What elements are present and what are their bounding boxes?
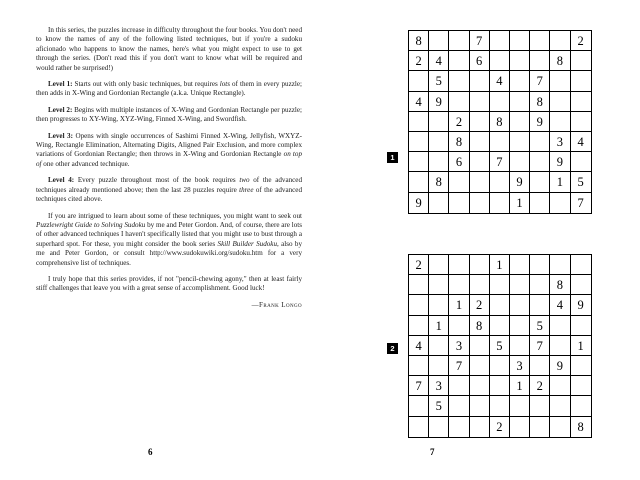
sudoku-cell[interactable] [510, 51, 530, 71]
sudoku-cell[interactable] [429, 152, 449, 172]
paragraph-level-4: Level 4: Every puzzle throughout most of the book requires two of the advanced techniques already mentioned above; then the last 28 puzzles require three of the advanced techniques cited above. [36, 176, 302, 204]
sudoku-cell[interactable]: 4 [490, 71, 510, 91]
sudoku-cell[interactable] [490, 295, 510, 315]
sudoku-cell[interactable] [449, 417, 469, 437]
sudoku-cell[interactable] [470, 71, 490, 91]
sudoku-cell[interactable]: 1 [449, 295, 469, 315]
sudoku-cell[interactable] [571, 255, 591, 275]
sudoku-cell[interactable] [409, 112, 429, 132]
sudoku-cell[interactable]: 8 [429, 172, 449, 192]
sudoku-cell[interactable]: 8 [530, 92, 550, 112]
sudoku-cell[interactable] [571, 376, 591, 396]
sudoku-cell[interactable] [510, 396, 530, 416]
author-signature: —Frank Longo [251, 300, 302, 309]
sudoku-cell[interactable] [470, 193, 490, 213]
sudoku-cell[interactable]: 8 [550, 275, 570, 295]
sudoku-cell[interactable]: 2 [409, 51, 429, 71]
sudoku-cell[interactable]: 1 [571, 336, 591, 356]
sudoku-cell[interactable]: 7 [530, 71, 550, 91]
sudoku-cell[interactable] [449, 71, 469, 91]
sudoku-cell[interactable] [429, 275, 449, 295]
sudoku-cell[interactable]: 3 [550, 132, 570, 152]
sudoku-cell[interactable] [490, 376, 510, 396]
sudoku-cell[interactable] [449, 31, 469, 51]
sudoku-cell[interactable] [550, 376, 570, 396]
sudoku-cell[interactable]: 6 [470, 51, 490, 71]
sudoku-cell[interactable] [449, 396, 469, 416]
sudoku-cell[interactable] [470, 92, 490, 112]
sudoku-cell[interactable] [530, 172, 550, 192]
sudoku-cell[interactable] [490, 31, 510, 51]
puzzle-number-2: 2 [387, 343, 398, 354]
sudoku-cell[interactable] [429, 417, 449, 437]
sudoku-cell[interactable] [429, 31, 449, 51]
sudoku-cell[interactable] [510, 336, 530, 356]
sudoku-cell[interactable]: 3 [429, 376, 449, 396]
sudoku-cell[interactable] [490, 356, 510, 376]
paragraph-level-3: Level 3: Opens with single occurrences of Sashimi Finned X-Wing, Jellyfish, WXYZ-Wing, Rectangle Elimination, Alternating Digits, Aligned Pair Exclusion, and more complex variations of Gordonian Rectangle; then throws in X-Wing and Gordonian Rectangle on top of one other advanced technique. [36, 131, 302, 168]
sudoku-cell[interactable] [550, 417, 570, 437]
sudoku-cell[interactable] [571, 396, 591, 416]
sudoku-cell[interactable] [510, 31, 530, 51]
sudoku-cell[interactable] [571, 112, 591, 132]
sudoku-cell[interactable] [571, 92, 591, 112]
sudoku-cell[interactable] [429, 336, 449, 356]
sudoku-cell[interactable] [510, 152, 530, 172]
paragraph-resources: If you are intrigued to learn about some of these techniques, you might want to seek out Puzzlewright Guide to Solving Sudoku by me and Peter Gordon. And, of course, there are lots of other advanced techniques I haven't specifically listed that you might use to bust through a superhard spot. For these, you might consider the book series Skill Builder Sudoku, also by me and Peter Gordon, or consult http://www.sudokuwiki.org/sudoku.htm for a very comprehensive list of techniques. [36, 211, 302, 267]
sudoku-cell[interactable] [449, 193, 469, 213]
sudoku-cell[interactable]: 1 [510, 376, 530, 396]
sudoku-cell[interactable] [550, 316, 570, 336]
sudoku-cell[interactable]: 9 [571, 295, 591, 315]
sudoku-cell[interactable] [530, 356, 550, 376]
sudoku-cell[interactable]: 5 [429, 71, 449, 91]
sudoku-cell[interactable]: 9 [429, 92, 449, 112]
sudoku-cell[interactable] [449, 255, 469, 275]
sudoku-cell[interactable]: 1 [429, 316, 449, 336]
sudoku-cell[interactable]: 8 [571, 417, 591, 437]
sudoku-cell[interactable] [550, 71, 570, 91]
sudoku-cell[interactable] [449, 172, 469, 192]
sudoku-cell[interactable] [409, 356, 429, 376]
sudoku-cell[interactable] [550, 112, 570, 132]
sudoku-cell[interactable] [470, 336, 490, 356]
sudoku-cell[interactable] [530, 396, 550, 416]
sudoku-cell[interactable] [490, 172, 510, 192]
sudoku-grid-2[interactable] [408, 254, 592, 438]
sudoku-cell[interactable] [449, 92, 469, 112]
sudoku-cell[interactable]: 4 [429, 51, 449, 71]
sudoku-cell[interactable]: 6 [449, 152, 469, 172]
sudoku-cell[interactable] [550, 31, 570, 51]
sudoku-cell[interactable]: 7 [490, 152, 510, 172]
sudoku-cell[interactable]: 5 [571, 172, 591, 192]
sudoku-cell[interactable] [510, 275, 530, 295]
sudoku-cell[interactable]: 7 [449, 356, 469, 376]
sudoku-cell[interactable] [530, 51, 550, 71]
sudoku-cell[interactable] [470, 172, 490, 192]
sudoku-cell[interactable]: 8 [449, 132, 469, 152]
sudoku-cell[interactable] [470, 376, 490, 396]
sudoku-cell[interactable] [571, 356, 591, 376]
sudoku-cell[interactable] [470, 255, 490, 275]
sudoku-cell[interactable] [409, 295, 429, 315]
sudoku-cell[interactable]: 4 [550, 295, 570, 315]
level-2-label: Level 2: [48, 105, 73, 114]
sudoku-cell[interactable] [571, 152, 591, 172]
sudoku-cell[interactable] [550, 396, 570, 416]
sudoku-cell[interactable]: 1 [510, 193, 530, 213]
paragraph-closing: I truly hope that this series provides, if not "pencil-chewing agony," then at least fairly stiff challenges that leave you with a great sense of accomplishment. Good luck! [36, 274, 302, 293]
page-number-right: 7 [430, 447, 435, 457]
paragraph-level-1: Level 1: Starts out with only basic techniques, but requires lots of them in every puzzle; then adds in X-Wing and Gordonian Rectangle (a.k.a. Unique Rectangle). [36, 80, 302, 98]
sudoku-cell[interactable] [490, 275, 510, 295]
sudoku-cell[interactable] [470, 112, 490, 132]
sudoku-cell[interactable] [510, 92, 530, 112]
sudoku-cell[interactable]: 8 [490, 112, 510, 132]
level-1-label: Level 1: [48, 80, 73, 89]
sudoku-cell[interactable]: 8 [550, 51, 570, 71]
sudoku-cell[interactable] [429, 193, 449, 213]
sudoku-cell[interactable] [490, 132, 510, 152]
sudoku-cell[interactable] [510, 295, 530, 315]
sudoku-cell[interactable] [530, 255, 550, 275]
puzzle-number-1: 1 [387, 152, 398, 163]
sudoku-cell[interactable] [510, 255, 530, 275]
sudoku-cell[interactable] [510, 417, 530, 437]
sudoku-cell[interactable]: 7 [571, 193, 591, 213]
sudoku-cell[interactable]: 7 [470, 31, 490, 51]
sudoku-cell[interactable]: 4 [409, 92, 429, 112]
sudoku-cell[interactable]: 7 [409, 376, 429, 396]
sudoku-cell[interactable] [449, 316, 469, 336]
sudoku-cell[interactable]: 9 [409, 193, 429, 213]
sudoku-cell[interactable]: 8 [470, 316, 490, 336]
sudoku-cell[interactable] [571, 71, 591, 91]
level-3-label: Level 3: [48, 131, 73, 140]
sudoku-cell[interactable] [490, 193, 510, 213]
sudoku-cell[interactable] [571, 275, 591, 295]
sudoku-cell[interactable] [490, 92, 510, 112]
sudoku-cell[interactable] [550, 336, 570, 356]
sudoku-cell[interactable] [530, 31, 550, 51]
sudoku-cell[interactable] [510, 112, 530, 132]
sudoku-cell[interactable] [409, 152, 429, 172]
sudoku-cell[interactable] [429, 255, 449, 275]
sudoku-cell[interactable] [409, 316, 429, 336]
sudoku-cell[interactable]: 7 [530, 336, 550, 356]
sudoku-cell[interactable]: 2 [449, 112, 469, 132]
sudoku-cell[interactable]: 5 [530, 316, 550, 336]
sudoku-cell[interactable] [470, 275, 490, 295]
sudoku-cell[interactable]: 9 [550, 152, 570, 172]
sudoku-cell[interactable] [409, 71, 429, 91]
sudoku-cell[interactable] [409, 396, 429, 416]
sudoku-cell[interactable]: 9 [510, 172, 530, 192]
sudoku-cell[interactable]: 2 [470, 295, 490, 315]
sudoku-cell[interactable] [550, 255, 570, 275]
sudoku-cell[interactable] [409, 417, 429, 437]
sudoku-cell[interactable]: 4 [409, 336, 429, 356]
sudoku-cell[interactable]: 2 [490, 417, 510, 437]
sudoku-cell[interactable] [490, 316, 510, 336]
sudoku-cell[interactable]: 8 [409, 31, 429, 51]
sudoku-cell[interactable]: 5 [429, 396, 449, 416]
sudoku-cell[interactable] [470, 132, 490, 152]
sudoku-cell[interactable] [470, 356, 490, 376]
sudoku-cell[interactable] [409, 132, 429, 152]
sudoku-cell[interactable]: 9 [550, 356, 570, 376]
sudoku-cell[interactable] [470, 417, 490, 437]
sudoku-cell[interactable] [449, 376, 469, 396]
paragraph-level-2: Level 2: Begins with multiple instances of X-Wing and Gordonian Rectangle per puzzle; then progresses to XY-Wing, XYZ-Wing, Finned X-Wing, and Swordfish. [36, 105, 302, 124]
sudoku-cell[interactable]: 5 [490, 336, 510, 356]
sudoku-cell[interactable] [449, 51, 469, 71]
sudoku-cell[interactable] [530, 275, 550, 295]
sudoku-cell[interactable] [470, 396, 490, 416]
sudoku-cell[interactable]: 1 [490, 255, 510, 275]
level-4-label: Level 4: [48, 176, 75, 185]
sudoku-cell[interactable] [429, 112, 449, 132]
sudoku-cell[interactable] [550, 193, 570, 213]
sudoku-cell[interactable] [530, 132, 550, 152]
sudoku-cell[interactable] [429, 356, 449, 376]
sudoku-cell[interactable] [470, 152, 490, 172]
sudoku-cell[interactable] [490, 51, 510, 71]
sudoku-cell[interactable] [530, 193, 550, 213]
sudoku-cell[interactable] [449, 275, 469, 295]
sudoku-cell[interactable] [530, 152, 550, 172]
sudoku-cell[interactable] [571, 51, 591, 71]
sudoku-cell[interactable] [530, 417, 550, 437]
sudoku-cell[interactable] [571, 316, 591, 336]
sudoku-cell[interactable]: 4 [571, 132, 591, 152]
sudoku-cell[interactable]: 2 [571, 31, 591, 51]
left-page-text [36, 26, 302, 317]
sudoku-cell[interactable] [510, 71, 530, 91]
sudoku-cell[interactable] [409, 275, 429, 295]
sudoku-grid-1[interactable] [408, 30, 592, 214]
sudoku-cell[interactable] [510, 132, 530, 152]
sudoku-cell[interactable] [490, 396, 510, 416]
sudoku-cell[interactable]: 3 [510, 356, 530, 376]
paragraph-intro: In this series, the puzzles increase in difficulty throughout the four books. You don't need to know the names of any of the following listed techniques, but if you're a sudoku aficionado who happens to know the names, here's what you might expect to use to get through the series. (Don't read this if you don't want to know what will be required and would rather be surprised!) [36, 26, 302, 72]
sudoku-cell[interactable]: 3 [449, 336, 469, 356]
sudoku-cell[interactable] [409, 172, 429, 192]
sudoku-cell[interactable] [530, 295, 550, 315]
sudoku-cell[interactable]: 1 [550, 172, 570, 192]
page-number-left: 6 [148, 447, 153, 457]
sudoku-cell[interactable] [550, 92, 570, 112]
sudoku-cell[interactable] [429, 132, 449, 152]
sudoku-cell[interactable] [510, 316, 530, 336]
sudoku-cell[interactable]: 2 [530, 376, 550, 396]
sudoku-cell[interactable]: 9 [530, 112, 550, 132]
sudoku-cell[interactable]: 2 [409, 255, 429, 275]
sudoku-cell[interactable] [429, 295, 449, 315]
